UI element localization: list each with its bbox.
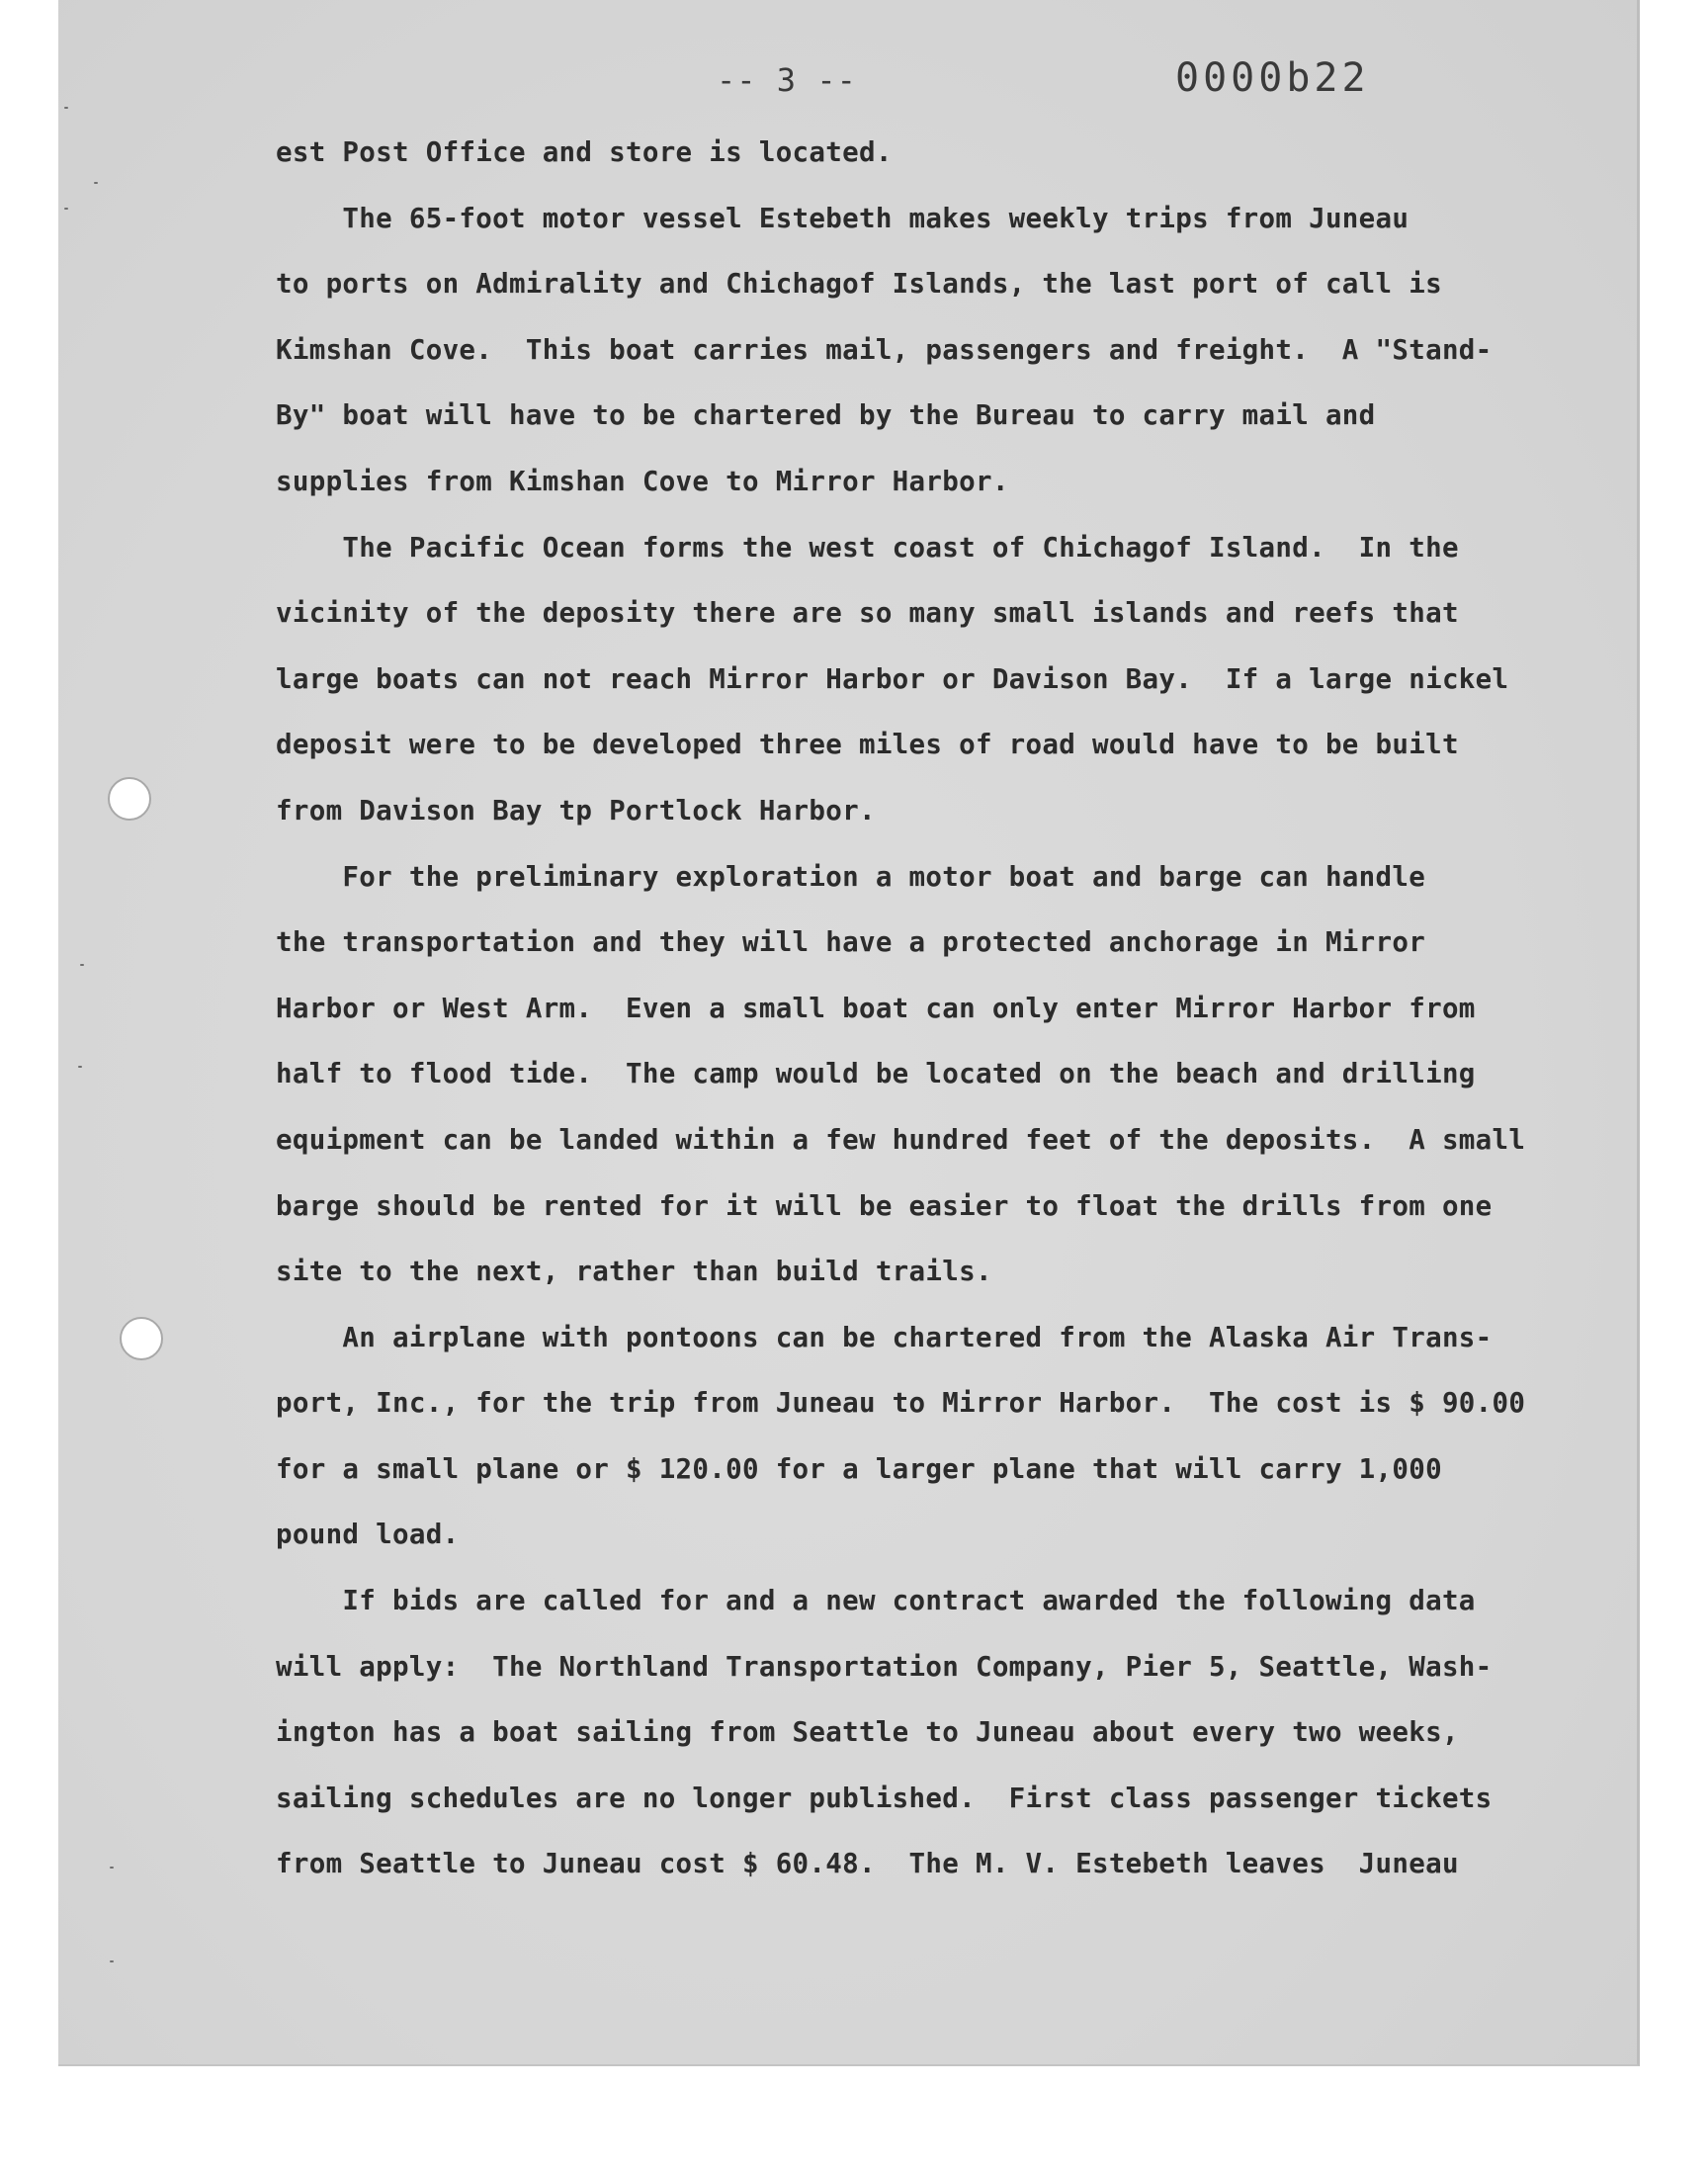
text-line: from Davison Bay tp Portlock Harbor.: [276, 794, 876, 826]
paper-speck: [110, 1960, 114, 1962]
paper-speck: [94, 182, 98, 184]
document-number: 0000b22: [1175, 55, 1370, 101]
text-line: For the preliminary exploration a motor boat and barge can handle: [276, 860, 1426, 893]
text-line: The 65-foot motor vessel Estebeth makes weekly trips from Juneau: [276, 202, 1409, 234]
punch-hole-lower: [120, 1317, 163, 1360]
text-line: If bids are called for and a new contract awarded the following data: [276, 1585, 1476, 1617]
paper-speck: [80, 964, 84, 966]
text-line: deposit were to be developed three miles of road would have to be built: [276, 729, 1459, 761]
text-line: site to the next, rather than build trails.: [276, 1256, 992, 1288]
text-line: pound load.: [276, 1519, 460, 1551]
text-line: The Pacific Ocean forms the west coast of Chichagof Island. In the: [276, 531, 1459, 564]
text-line: supplies from Kimshan Cove to Mirror Harbor.: [276, 465, 1009, 497]
text-line: est Post Office and store is located.: [276, 136, 893, 168]
text-line: sailing schedules are no longer published. First class passenger tickets: [276, 1782, 1493, 1814]
paper-speck: [64, 208, 68, 210]
text-line: Harbor or West Arm. Even a small boat can only enter Mirror Harbor from: [276, 992, 1476, 1024]
paper-speck: [78, 1066, 82, 1068]
punch-hole-upper: [108, 777, 151, 821]
paper-speck: [64, 107, 68, 109]
text-line: to ports on Admirality and Chichagof Islands, the last port of call is: [276, 268, 1442, 301]
text-line: for a small plane or $ 120.00 for a larger plane that will carry 1,000: [276, 1452, 1442, 1485]
text-line: Kimshan Cove. This boat carries mail, passengers and freight. A "Stand-: [276, 333, 1493, 366]
text-line: half to flood tide. The camp would be located on the beach and drilling: [276, 1058, 1476, 1090]
body-text: [276, 120, 1600, 1897]
paper-speck: [110, 1867, 114, 1869]
text-line: the transportation and they will have a protected anchorage in Mirror: [276, 926, 1426, 959]
text-line: vicinity of the deposity there are so many small islands and reefs that: [276, 597, 1459, 630]
text-line: equipment can be landed within a few hundred feet of the deposits. A small: [276, 1123, 1526, 1156]
document-page: [58, 0, 1640, 2066]
text-line: By" boat will have to be chartered by the Bureau to carry mail and: [276, 399, 1376, 432]
text-line: port, Inc., for the trip from Juneau to Mirror Harbor. The cost is $ 90.00: [276, 1387, 1526, 1420]
text-line: large boats can not reach Mirror Harbor or Davison Bay. If a large nickel: [276, 662, 1509, 695]
text-line: barge should be rented for it will be easier to float the drills from one: [276, 1189, 1493, 1222]
text-line: An airplane with pontoons can be chartered from the Alaska Air Trans-: [276, 1321, 1493, 1353]
page-number: -- 3 --: [717, 61, 857, 99]
text-line: ington has a boat sailing from Seattle to Juneau about every two weeks,: [276, 1716, 1459, 1749]
text-line: from Seattle to Juneau cost $ 60.48. The M. V. Estebeth leaves Juneau: [276, 1848, 1459, 1880]
text-line: will apply: The Northland Transportation Company, Pier 5, Seattle, Wash-: [276, 1650, 1493, 1683]
